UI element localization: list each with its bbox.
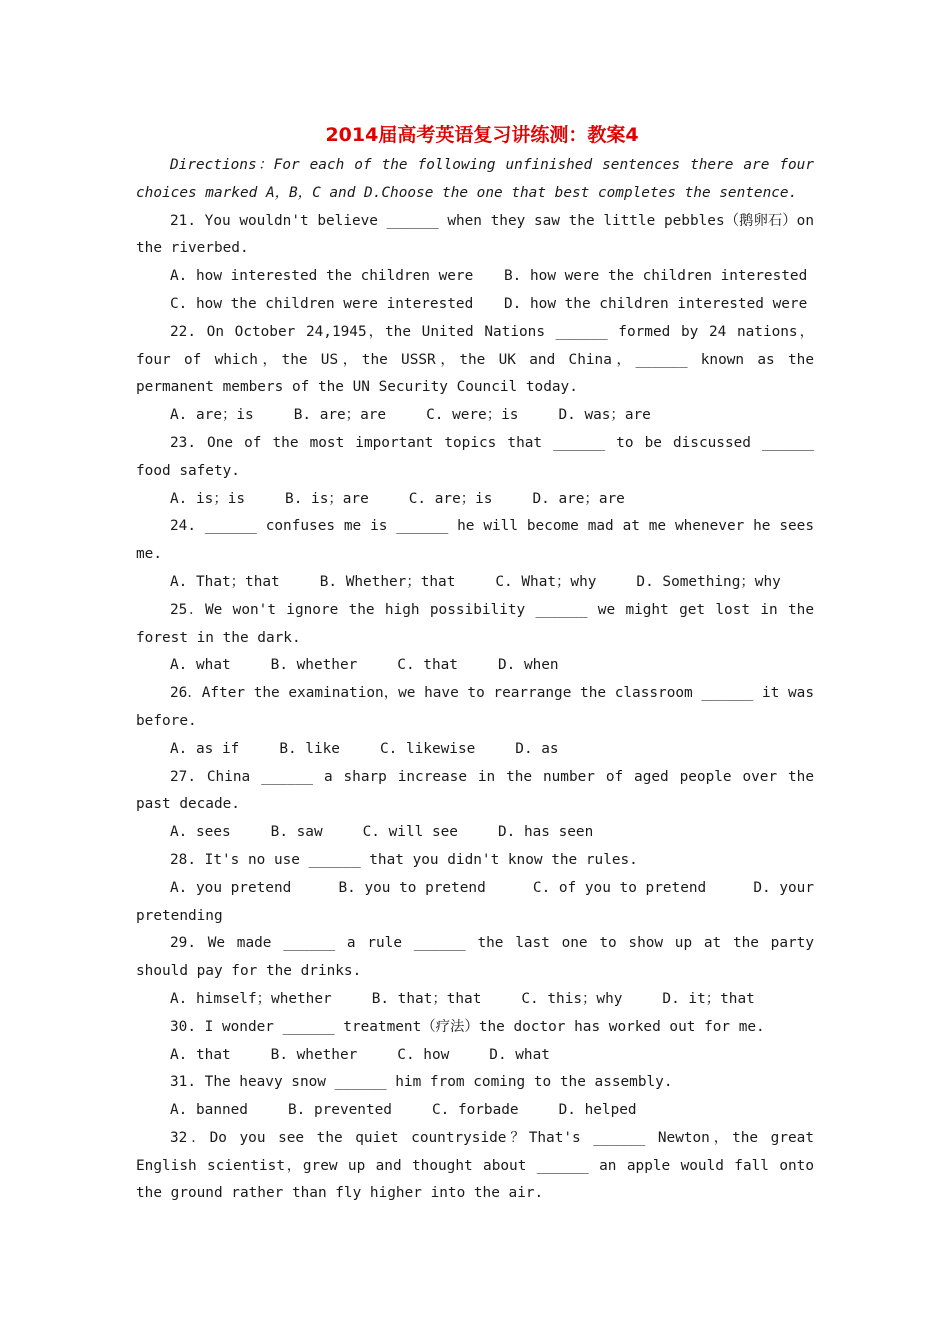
option: D. what — [489, 1046, 550, 1063]
question-stem: 26．After the examination，we have to rearrange the classroom ______ it was before. — [136, 685, 814, 729]
option: C. will see — [362, 824, 458, 841]
option: C. how the children were interested — [170, 295, 474, 312]
option: B. how were the children interested — [504, 268, 808, 285]
option: D. has seen — [497, 824, 594, 841]
question-options — [136, 569, 814, 597]
question-options — [136, 1097, 814, 1125]
question-options — [136, 986, 814, 1014]
option: C. were；is — [426, 407, 519, 424]
question-options — [136, 263, 814, 291]
option: C. forbade — [431, 1102, 519, 1119]
question-stem: 29. We made ______ a rule ______ the last one to show up at the party should pay for the drinks. — [136, 935, 814, 980]
option: B. prevented — [287, 1102, 392, 1119]
option: A. you pretend — [170, 879, 292, 896]
option: B. that；that — [371, 990, 482, 1007]
option: D. as — [515, 740, 559, 757]
worksheet — [136, 120, 814, 1208]
question-stem: 21. You wouldn't believe ______ when they saw the little pebbles（鹅卵石）on the riverbed. — [136, 212, 814, 257]
option: C. What；why — [495, 573, 597, 590]
option: B. Whether；that — [319, 573, 456, 590]
page-title: 2014届高考英语复习讲练测：教案4 — [325, 124, 639, 146]
question-options — [136, 291, 814, 319]
option: D. when — [497, 657, 559, 674]
question-stem: 32．Do you see the quiet countryside？That's ______ Newton，the great English scientist，grew up and thought about ______ an apple would fall onto the ground rather than fly higher into the air. — [136, 1129, 814, 1202]
option-continuation: pretending — [136, 907, 223, 924]
option: C. how — [397, 1046, 450, 1063]
question-stem: 27. China ______ a sharp increase in the number of aged people over the past decade. — [136, 768, 814, 813]
option: D. are；are — [532, 490, 625, 507]
question-options — [136, 736, 814, 764]
question-options — [136, 486, 814, 514]
option: A. himself；whether — [170, 990, 332, 1007]
option: B. whether — [270, 657, 358, 674]
option: A. how interested the children were — [170, 268, 474, 285]
option: D. Something；why — [636, 573, 781, 590]
option: C. of you to pretend — [532, 879, 707, 896]
question-stem: 22. On October 24,1945，the United Nations ______ formed by 24 nations，four of which，the US，the USSR，the UK and China，______ known as the permanent members of the UN Security Council today. — [136, 323, 814, 396]
option: B. like — [279, 740, 340, 757]
option: A. is；is — [170, 490, 246, 507]
question-stem: 24. ______ confuses me is ______ he will become mad at me whenever he sees me. — [136, 518, 814, 563]
question-options — [136, 1042, 814, 1070]
option: B. whether — [270, 1046, 358, 1063]
question-stem: 31. The heavy snow ______ him from coming to the assembly. — [170, 1074, 673, 1091]
option: D. was；are — [558, 407, 651, 424]
question-options — [136, 875, 814, 903]
option: A. banned — [170, 1102, 248, 1119]
question-options — [136, 402, 814, 430]
question-stem: 25．We won't ignore the high possibility ______ we might get lost in the forest in the dark. — [136, 601, 814, 646]
option: C. this；why — [521, 990, 623, 1007]
option: C. are；is — [408, 490, 493, 507]
question-options — [136, 652, 814, 680]
option: B. saw — [270, 824, 323, 841]
option: A. are；is — [170, 407, 254, 424]
option: A. what — [170, 657, 231, 674]
option: A. that — [170, 1046, 231, 1063]
option: A. That；that — [170, 573, 280, 590]
option: C. likewise — [379, 740, 476, 757]
option: D. how the children interested were — [504, 295, 808, 312]
option: C. that — [397, 657, 458, 674]
option: D. your — [753, 879, 814, 896]
question-stem: 28. It's no use ______ that you didn't know the rules. — [170, 851, 638, 868]
option: D. helped — [558, 1102, 637, 1119]
option: B. are；are — [293, 407, 387, 424]
question-options — [136, 819, 814, 847]
option: D. it；that — [662, 990, 755, 1007]
option: B. is；are — [285, 490, 369, 507]
question-stem: 30. I wonder ______ treatment（疗法）the doctor has worked out for me. — [170, 1018, 765, 1035]
option: B. you to pretend — [338, 879, 486, 896]
question-stem: 23. One of the most important topics that ______ to be discussed ______ food safety. — [136, 434, 814, 479]
directions: Directions：For each of the following unfinished sentences there are four choices marked A，B，C and D.Choose the one that best completes the sentence. — [136, 157, 814, 201]
option: A. sees — [170, 824, 231, 841]
option: A. as if — [170, 740, 240, 757]
